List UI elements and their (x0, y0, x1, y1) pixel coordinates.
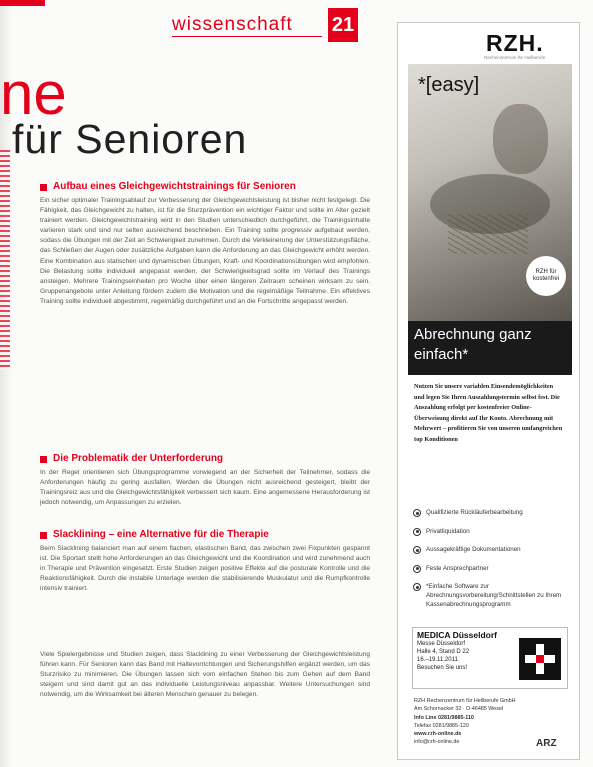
ad-bubble: RZH für kostenfrei (526, 256, 566, 296)
event-line: Halle 4, Stand D 22 (417, 649, 470, 655)
event-name: MEDICA Düsseldorf (417, 630, 497, 640)
list-item: Aussagekräftige Dokumentationen (413, 545, 571, 554)
fold-strip (0, 150, 10, 370)
corner-accent (0, 0, 45, 6)
company-fax: Telefax 0281/9885-120 (414, 722, 469, 729)
section-heading: Aufbau eines Gleichgewichtstrainings für Senioren (40, 180, 370, 194)
list-item: Feste Ansprechpartner (413, 564, 571, 573)
bullet-icon (413, 528, 421, 536)
company-web-link[interactable]: www.rzh-online.de (414, 731, 462, 738)
square-bullet-icon (40, 456, 47, 463)
section-body: Beim Slacklining balanciert man auf einem flachen, elastischen Band, das zwischen zwei Fixpunkten gespannt ist. Die Sportart stellt hohe Anforderungen an das Gleichgewicht und die Koordination und wird zunehmend auch in Therapie und Prävention eingesetzt. Erste Studien zeigen positive Effekte auf die posturale Kontrolle und die Reaktionsfähigkeit. Durch die instabile Unterlage werden die stabilisierende Muskulatur und die Rumpfkontrolle intensiv trainiert. (40, 545, 370, 593)
section-training (40, 180, 370, 458)
ad-contact (414, 697, 534, 747)
medica-cross-icon (519, 638, 561, 680)
bullet-icon (413, 546, 421, 554)
section-underload (40, 452, 370, 540)
company-email-link[interactable]: info@rzh-online.de (414, 739, 460, 746)
title-fragment: ne (0, 60, 67, 127)
company-address: Am Schornacker 32 · D-46485 Wesel (414, 706, 504, 713)
bullet-icon (413, 509, 421, 517)
list-item: *Einfache Software zur Abrechnungsvorbereitung/Schnittstellen zu Ihrem Kassenabrechnungsprogramm (413, 582, 571, 609)
company-phone: Info Line 0281/9885-110 (414, 714, 474, 721)
logo-tagline: Rechenzentrum für Heilberufe (484, 55, 546, 60)
list-item: Privatliquidation (413, 527, 571, 536)
photo-figure (493, 104, 548, 174)
rzh-logo[interactable]: RZH. (486, 30, 544, 56)
closing-paragraph: Viele Spielergebnisse und Studien zeigen, dass Slacklining zu einer Verbesserung der Gleichgewichtsleistung führen kann. Für Senioren kann das Band mit Haltevorrichtungen und Sicherungshilfen ergänzt werden, um das Sturzrisiko zu minimieren. Die Übungen lassen sich vom einfachen Stehen bis zum Gehen auf dem Band steigern und sind damit gut an das individuelle Leistungsniveau anpassbar. Weitere Untersuchungen sind notwendig, um die Wirksamkeit bei älteren Menschen genauer zu belegen. (40, 651, 370, 699)
ad-slogan: *[easy] (418, 74, 480, 96)
bullet-icon (413, 583, 421, 591)
company-name: RZH Rechenzentrum für Heilberufe GmbH (414, 698, 516, 704)
event-line: Messe Düsseldorf (417, 641, 466, 647)
section-heading: Die Problematik der Unterforderung (40, 452, 370, 466)
ad-copy: Nutzen Sie unsere variablen Einsendemöglichkeiten und legen Sie Ihren Auszahlungstermin selbst fest. Die Auszahlung erfolgt per kostenfreier Online-Überweisung direkt auf Ihr Konto. Abrechnung mit Mehrwert – profitieren Sie von unseren umfangreichen top Konditionen (414, 383, 563, 443)
square-bullet-icon (40, 184, 47, 191)
section-slacklining (40, 528, 370, 662)
square-bullet-icon (40, 532, 47, 539)
page-title: für Senioren (12, 116, 248, 162)
section-name: wissenschaft (172, 14, 293, 35)
section-heading: Slacklining – eine Alternative für die Therapie (40, 528, 370, 542)
ad-feature-list (413, 508, 571, 619)
event-line: Besuchen Sie uns! (417, 665, 468, 671)
event-line: 16.–19.11.2011 (417, 657, 458, 663)
header-rule (172, 36, 322, 37)
list-item: Qualifizierte Rückläuferbearbeitung (413, 508, 571, 517)
photo-sticks (448, 214, 528, 254)
section-body: In der Regel orientieren sich Übungsprogramme vorwiegend an der Sicherheit der Teilnehmer, sodass die Anforderungen häufig zu gering ausfallen. Werden die Übungen nicht ausreichend gesteigert, bleibt der Trainingsreiz aus und die Gleichgewichtsfähigkeit verbessert sich kaum. Eine angemessene Herausforderung ist jedoch notwendig, um Anpassungen zu erzielen. (40, 469, 370, 507)
bullet-icon (413, 565, 421, 573)
page-number: 21 (328, 8, 358, 42)
section-body: Ein sicher optimaler Trainingsablauf zur Verbesserung der Gleichgewichtsleistung ist bisher nicht festgelegt. Die Fähigkeit, das Gleichgewicht zu halten, ist für die Sturzprävention ein wichtiger Faktor und sollte im Alter gezielt trainiert werden. Gleichgewichtstraining wird in den Studien unterschiedlich durchgeführt, die Trainingsinhalte variieren stark und sind nur selten ausreichend beschrieben. Ein Training sollte progressiv aufgebaut werden, sodass die Übungen mit der Zeit an Schwierigkeit zunehmen. Durch die Verkleinerung der Unterstützungsfläche, das Schließen der Augen oder zusätzliche Aufgaben kann die Anforderung an das Gleichgewicht erhöht werden. Eine Kombination aus statischen und dynamischen Übungen, Kraft- und Koordinationsübungen wird empfohlen. Die Belastung sollte individuell angepasst werden, der Schwierigkeitsgrad sollte im Verlauf des Trainings ansteigen. Mehrere Trainingseinheiten pro Woche über einen längeren Zeitraum scheinen wirksam zu sein. Gruppenangebote unter Anleitung fördern zudem die Motivation und die regelmäßige Teilnahme. Ein effektives Training sollte individuell abgestimmt, regelmäßig durchgeführt und an die Fortschritte angepasst werden. (40, 197, 370, 305)
arz-logo: ARZ (536, 738, 557, 749)
ad-banner: Abrechnung ganz einfach* (408, 321, 572, 375)
